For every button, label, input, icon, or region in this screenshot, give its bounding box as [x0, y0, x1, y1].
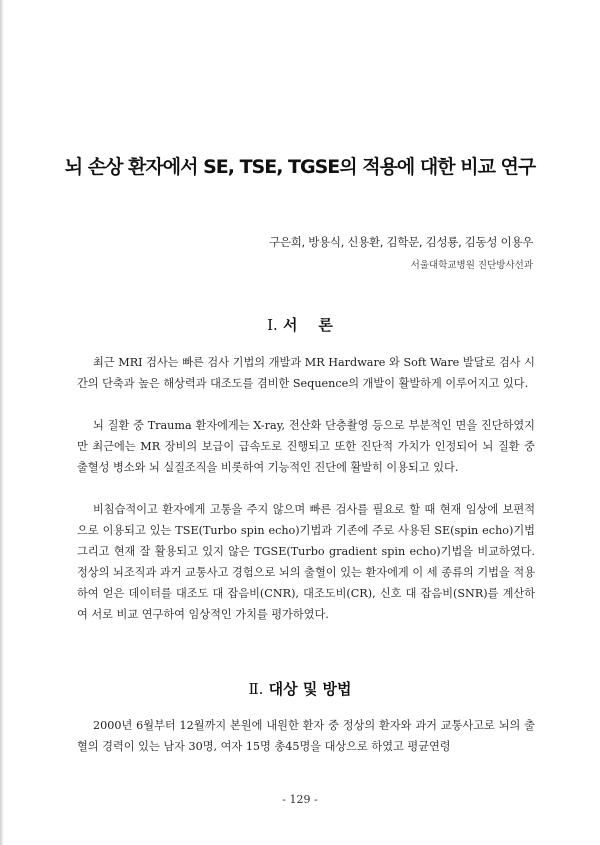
author-affiliation: 서울대학교병원 진단방사선과: [410, 260, 533, 271]
methods-paragraph-1: 2000년 6월부터 12월까지 본원에 내원한 환자 중 정상의 환자와 과거 교통사고로 뇌의 출혈의 경력이 있는 남자 30명, 여자 15명 총45명을 대상으로 하였고 평균연령: [77, 719, 535, 753]
scan-edge-shadow: [0, 0, 4, 845]
section-heading-introduction: [0, 314, 600, 335]
paper-title: 뇌 손상 환자에서 SE, TSE, TGSE의 적용에 대한 비교 연구: [64, 156, 536, 178]
author-list: 구은희, 방용식, 신용환, 김학문, 김성룡, 김동성 이용우: [269, 235, 533, 249]
section-numeral: Ⅱ.: [248, 680, 264, 698]
section-heading-methods: [0, 678, 600, 699]
section-title: 서 론: [283, 316, 333, 334]
intro-paragraph-2: 뇌 질환 중 Trauma 환자에게는 X-ray, 전산화 단층촬영 등으로 부분적인 면을 진단하였지만 최근에는 MR 장비의 보급이 급속도로 진행되고 또한 진단적 가치가 인정되어 뇌 질환 중 출혈성 병소와 뇌 실질조직을 비롯하여 기능적인 진단에 활발히 이용되고 있다.: [77, 419, 535, 474]
section-numeral: Ⅰ.: [267, 316, 278, 334]
intro-paragraph-3: 비침습적이고 환자에게 고통을 주지 않으며 빠른 검사를 필요로 할 때 현재 임상에 보편적으로 이용되고 있는 TSE(Turbo spin echo)기법과 기존에 주로 사용된 SE(spin echo)기법 그리고 현재 잘 활용되고 있지 않은 TGSE(Turbo gradient spin echo)기법을 비교하였다. 정상의 뇌조직과 과거 교통사고 경험으로 뇌의 출혈이 있는 환자에게 이 세 종류의 기법을 적용하여 얻은 데이터를 대조도 대 잡음비(CNR), 대조도비(CR), 신호 대 잡음비(SNR)를 계산하여 서로 비교 연구하여 임상적인 가치를 평가하였다.: [77, 503, 535, 621]
section-title: 대상 및 방법: [268, 680, 352, 698]
page-number: - 129 -: [282, 793, 318, 806]
intro-paragraph-1: 최근 MRI 검사는 빠른 검사 기법의 개발과 MR Hardware 와 Soft Ware 발달로 검사 시간의 단축과 높은 해상력과 대조도를 겸비한 Sequence의 개발이 활발하게 이루어지고 있다.: [77, 356, 535, 390]
